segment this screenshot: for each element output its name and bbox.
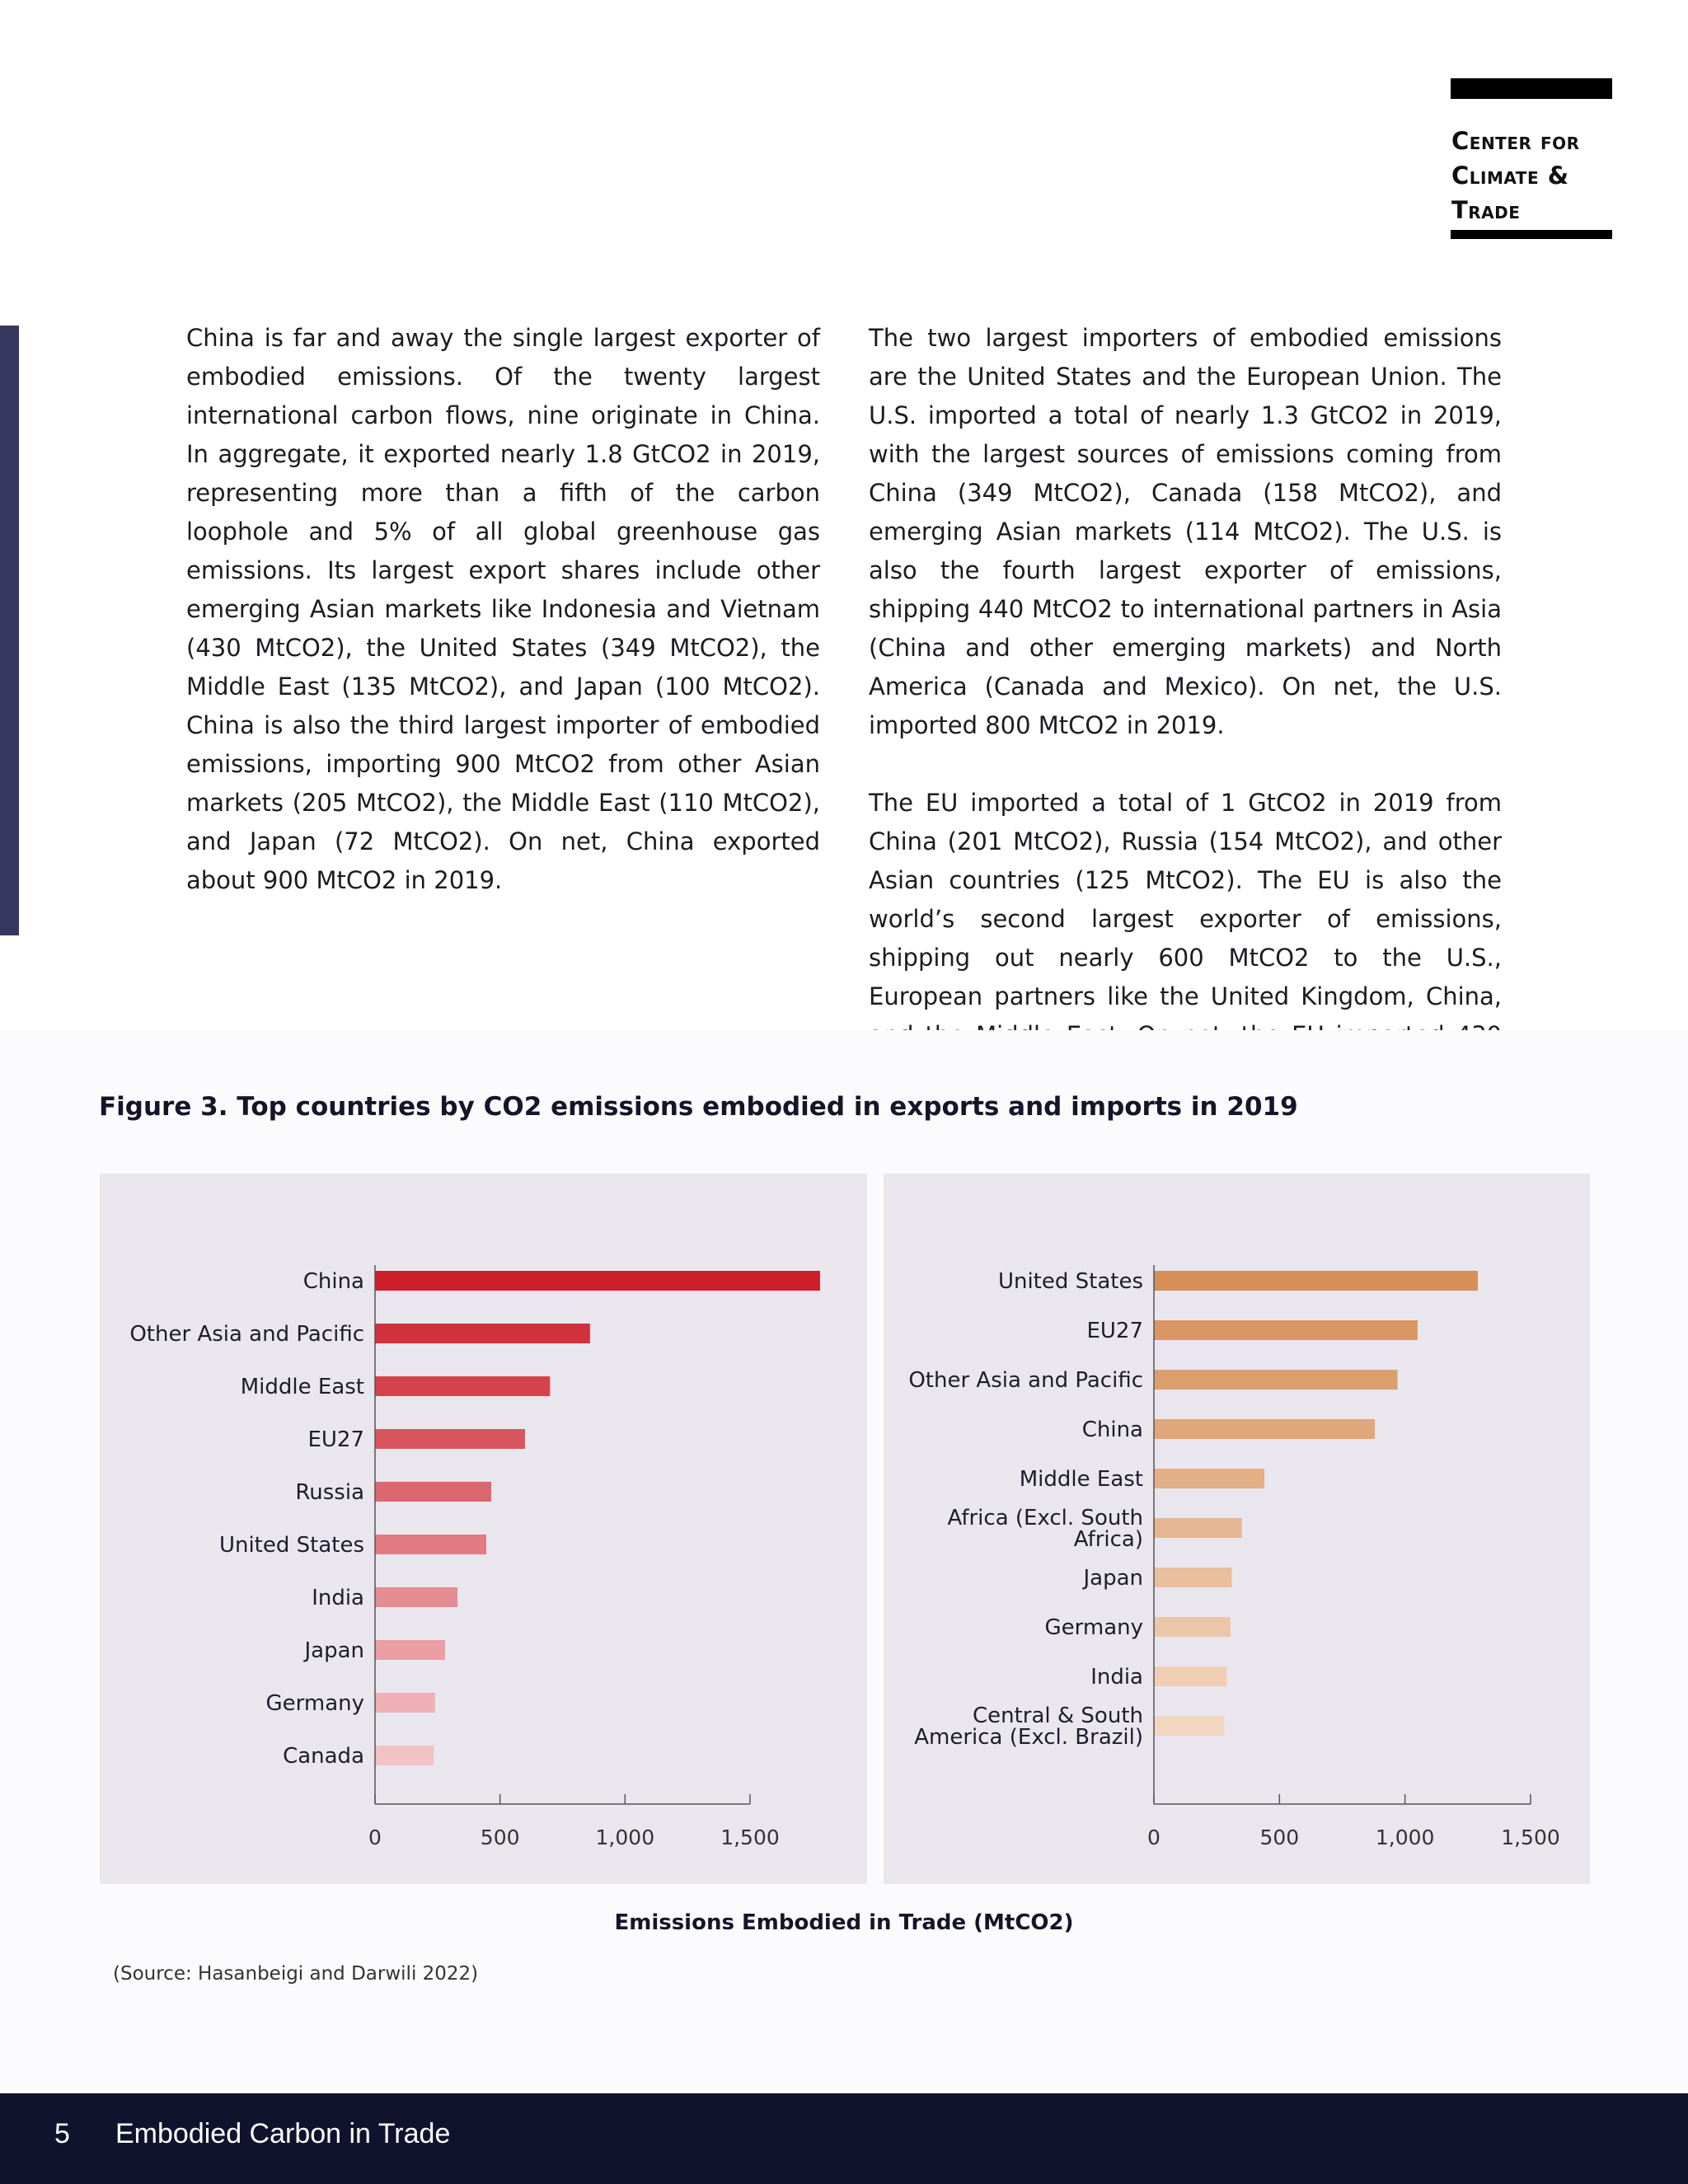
bar — [1154, 1716, 1224, 1736]
category-label: Other Asia and Pacific — [908, 1368, 1143, 1393]
category-label: China — [302, 1269, 364, 1294]
imports-chart-panel — [884, 1174, 1590, 1884]
x-axis-label: Emissions Embodied in Trade (MtCO2) — [614, 1910, 1074, 1935]
figure-title: Figure 3. Top countries by CO2 emissions embodied in exports and imports in 2019 — [99, 1092, 1298, 1122]
x-tick-label: 0 — [1147, 1825, 1160, 1849]
paragraph: The two largest importers of embodied emissions are the United States and the European Union. The U.S. imported a total of nearly 1.3 GtCO2 in 2019, with the largest sources of emissions coming from China (349 MtCO2), Canada (158 MtCO2), and emerging Asian markets (114 MtCO2). The U.S. is also the fourth largest exporter of emissions, shipping 440 MtCO2 to international partners in Asia (China and other emerging markets) and North America (Canada and Mexico). On net, the U.S. imported 800 MtCO2 in 2019. — [869, 324, 1502, 739]
logo-line: Climate & — [1451, 162, 1569, 190]
x-tick-label: 500 — [1259, 1825, 1300, 1849]
page-footer — [0, 2093, 1688, 2184]
exports-chart — [100, 1174, 867, 1884]
bar — [1154, 1419, 1375, 1439]
category-label: Middle East — [240, 1375, 364, 1399]
category-label: Other Asia and Pacific — [129, 1322, 364, 1347]
bar — [375, 1640, 445, 1660]
imports-chart — [884, 1174, 1590, 1884]
bar — [1154, 1320, 1418, 1340]
paragraph: China is far and away the single largest exporter of embodied emissions. Of the twenty largest international carbon flows, nine originate in China. In aggregate, it exported nearly 1.8 GtCO2 in 2019, representing more than a fifth of the carbon loophole and 5% of all global greenhouse gas emissions. Its largest export shares include other emerging Asian markets like Indonesia and Vietnam (430 MtCO2), the United States (349 MtCO2), the Middle East (135 MtCO2), and Japan (100 MtCO2). China is also the third largest importer of embodied emissions, importing 900 MtCO2 from other Asian markets (205 MtCO2), the Middle East (110 MtCO2), and Japan (72 MtCO2). On net, China exported about 900 MtCO2 in 2019. — [186, 324, 820, 894]
organization-logo — [1451, 124, 1633, 227]
category-label: Middle East — [1019, 1467, 1143, 1492]
bar — [375, 1535, 486, 1554]
bar — [375, 1429, 525, 1449]
side-accent-bar — [0, 326, 19, 935]
category-label: Central & South America (Excl. Brazil) — [914, 1704, 1143, 1750]
x-tick-label: 1,000 — [595, 1825, 655, 1849]
bar — [375, 1271, 820, 1291]
bar — [1154, 1271, 1478, 1291]
category-label: Japan — [1083, 1566, 1143, 1591]
x-tick-label: 500 — [480, 1825, 520, 1849]
category-label: China — [1081, 1418, 1143, 1442]
category-label: EU27 — [307, 1427, 364, 1452]
footer-title: Embodied Carbon in Trade — [115, 2118, 451, 2149]
logo-bar-bottom — [1451, 230, 1612, 239]
category-label: United States — [218, 1533, 364, 1558]
category-label: India — [312, 1586, 364, 1610]
category-label: Germany — [1044, 1615, 1143, 1640]
bar — [375, 1482, 491, 1502]
logo-line: Center for — [1451, 127, 1580, 155]
bar — [1154, 1370, 1398, 1390]
body-column-left — [186, 319, 820, 900]
category-label: India — [1090, 1665, 1143, 1690]
logo-bar-top — [1451, 78, 1612, 99]
figure-source: (Source: Hasanbeigi and Darwili 2022) — [113, 1963, 479, 1985]
paragraph: The EU imported a total of 1 GtCO2 in 2019 from China (201 MtCO2), Russia (154 MtCO2), and other Asian countries (125 MtCO2). The EU is also the world’s second largest exporter of emissions, shipping out nearly 600 MtCO2 to the U.S., European partners like the United Kingdom, China, — [869, 789, 1502, 1010]
category-label: Canada — [283, 1744, 364, 1769]
x-tick-label: 1,500 — [1501, 1825, 1560, 1849]
exports-chart-panel — [100, 1174, 867, 1884]
category-label: Japan — [304, 1638, 364, 1663]
bar — [375, 1746, 434, 1765]
x-tick-label: 1,500 — [720, 1825, 780, 1849]
bar — [375, 1693, 435, 1713]
bar — [375, 1376, 550, 1396]
body-column-right — [869, 319, 1502, 1094]
logo-line: Trade — [1451, 196, 1521, 224]
x-tick-label: 1,000 — [1375, 1825, 1435, 1849]
bar — [1154, 1617, 1231, 1637]
category-label: Germany — [265, 1691, 364, 1716]
bar — [1154, 1666, 1226, 1686]
bar — [375, 1587, 457, 1607]
bar — [1154, 1518, 1242, 1538]
x-tick-label: 0 — [368, 1825, 382, 1849]
category-label: United States — [997, 1269, 1143, 1294]
category-label: Russia — [295, 1480, 364, 1505]
page-number: 5 — [54, 2118, 70, 2149]
category-label: EU27 — [1086, 1319, 1143, 1343]
bar — [1154, 1469, 1264, 1488]
bar — [1154, 1568, 1231, 1587]
category-label: Africa (Excl. South Africa) — [947, 1506, 1143, 1552]
bar — [375, 1324, 590, 1343]
